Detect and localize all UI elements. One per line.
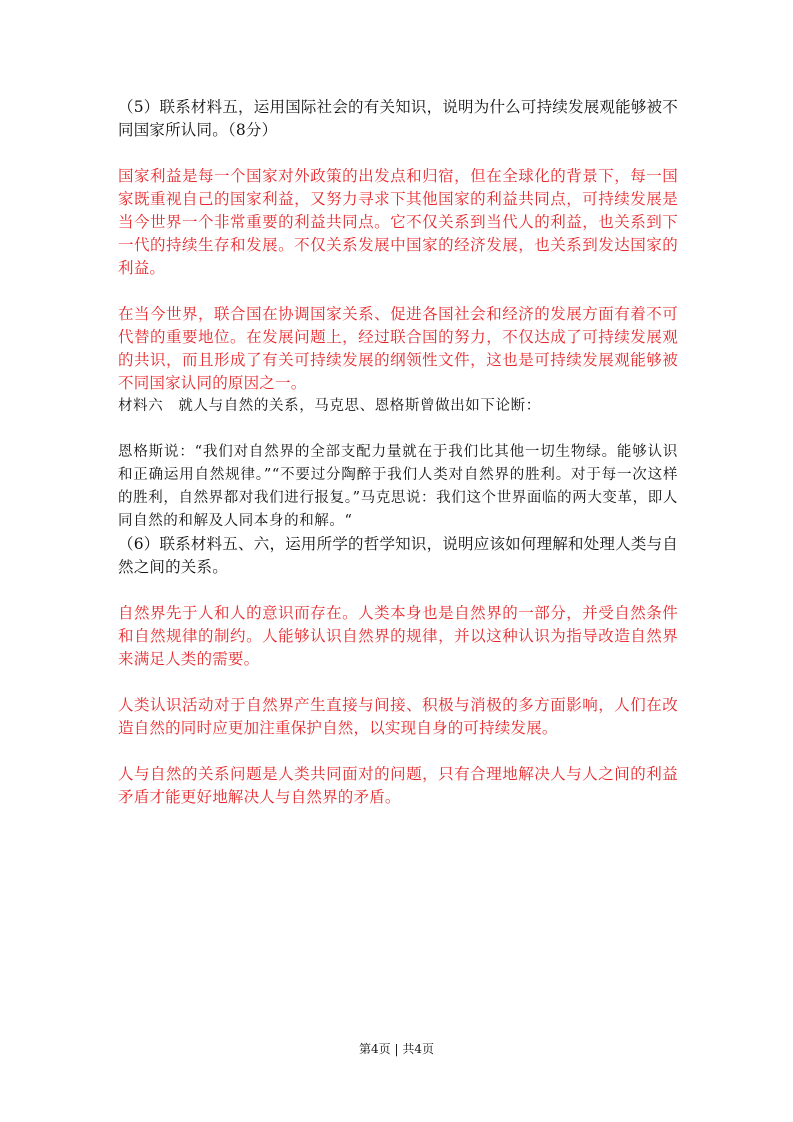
answer-6-paragraph-3: 人与自然的关系问题是人类共同面对的问题，只有合理地解决人与人之间的利益矛盾才能更好地解决人与自然界的矛盾。 [118,765,678,806]
material-6-title: 材料六 就人与自然的关系，马克思、恩格斯曾做出如下论断： [118,398,541,414]
answer-6-paragraph-1: 自然界先于人和人的意识而存在。人类本身也是自然界的一部分，并受自然条件和自然规律的制约。人能够认识自然界的规律，并以这种认识为指导改造自然界来满足人类的需要。 [118,604,678,668]
question-6: （6）联系材料五、六，运用所学的哲学知识，说明应该如何理解和处理人类与自然之间的关系。 [118,535,678,576]
answer-6-paragraph-2: 人类认识活动对于自然界产生直接与间接、积极与消极的多方面影响，人们在改造自然的同时应更加注重保护自然，以实现自身的可持续发展。 [118,696,678,737]
page-footer: 第4页 | 共4页 [359,1042,434,1056]
answer-5-paragraph-1: 国家利益是每一个国家对外政策的出发点和归宿，但在全球化的背景下，每一国家既重视自己的国家利益，又努力寻求下其他国家的利益共同点，可持续发展是当今世界一个非常重要的利益共同点。它不仅关系到当代人的利益，也关系到下一代的持续生存和发展。不仅关系发展中国家的经济发展，也关系到发达国家的利益。 [118,167,678,277]
question-5: （5）联系材料五，运用国际社会的有关知识，说明为什么可持续发展观能够被不同国家所认同。（8分） [118,98,678,139]
answer-5-paragraph-2: 在当今世界，联合国在协调国家关系、促进各国社会和经济的发展方面有着不可代替的重要地位。在发展问题上，经过联合国的努力，不仅达成了可持续发展观的共识，而且形成了有关可持续发展的纲领性文件，这也是可持续发展观能够被不同国家认同的原因之一。 [118,305,678,392]
document-body [118,96,678,809]
material-6-quote: 恩格斯说：“我们对自然界的全部支配力量就在于我们比其他一切生物绿。能够认识和正确运用自然规律。”“不要过分陶醉于我们人类对自然界的胜利。对于每一次这样的胜利，自然界都对我们进行报复。”马克思说：我们这个世界面临的两大变革，即人同自然的和解及人同本身的和解。“ [118,444,678,529]
